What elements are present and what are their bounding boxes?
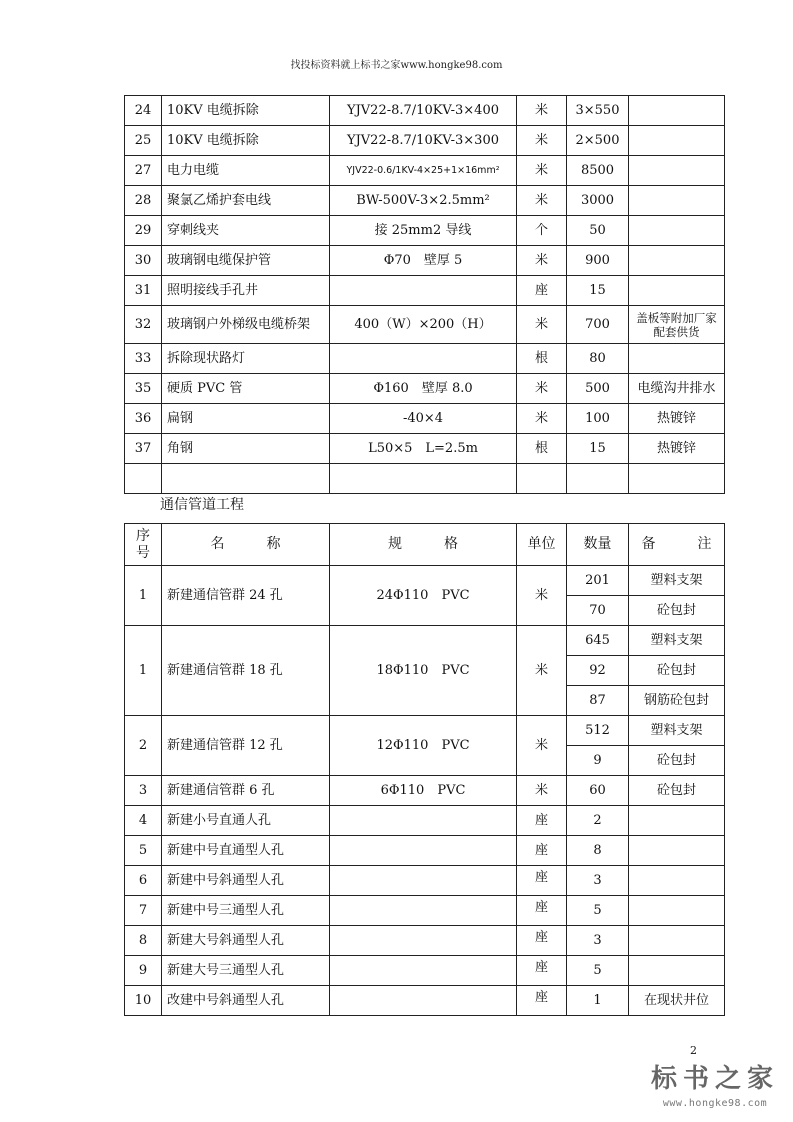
logo-text: 标书之家 xyxy=(650,1064,779,1094)
item-spec: YJV22-8.7/10KV-3×400 xyxy=(330,96,517,126)
item-name: 新建通信管群 12 孔 xyxy=(162,716,330,776)
row-number: 6 xyxy=(125,866,162,896)
table-row xyxy=(125,404,725,434)
item-name: 穿刺线夹 xyxy=(162,216,330,246)
item-note: 热镀锌 xyxy=(629,434,725,464)
item-quantity: 201 xyxy=(567,566,629,596)
empty-cell xyxy=(162,464,330,494)
item-note xyxy=(629,276,725,306)
item-quantity: 700 xyxy=(567,306,629,344)
table-row xyxy=(125,566,725,596)
item-quantity: 9 xyxy=(567,746,629,776)
item-unit: 米 xyxy=(517,186,567,216)
item-name: 10KV 电缆拆除 xyxy=(162,126,330,156)
empty-cell xyxy=(517,464,567,494)
item-unit: 米 xyxy=(517,96,567,126)
item-unit: 米 xyxy=(517,404,567,434)
item-note xyxy=(629,216,725,246)
item-note xyxy=(629,156,725,186)
item-unit: 米 xyxy=(517,626,567,716)
table-row xyxy=(125,986,725,1016)
item-quantity: 512 xyxy=(567,716,629,746)
item-unit: 根 xyxy=(517,434,567,464)
item-unit: 根 xyxy=(517,344,567,374)
item-spec xyxy=(330,344,517,374)
item-unit: 米 xyxy=(517,126,567,156)
item-quantity: 500 xyxy=(567,374,629,404)
item-spec: 400（W）×200（H） xyxy=(330,306,517,344)
item-quantity: 3000 xyxy=(567,186,629,216)
item-quantity: 60 xyxy=(567,776,629,806)
item-name: 电力电缆 xyxy=(162,156,330,186)
item-quantity: 5 xyxy=(567,956,629,986)
item-quantity: 5 xyxy=(567,896,629,926)
item-note: 砼包封 xyxy=(629,746,725,776)
item-spec: YJV22-0.6/1KV-4×25+1×16mm² xyxy=(330,156,517,186)
item-unit: 米 xyxy=(517,156,567,186)
row-number: 2 xyxy=(125,716,162,776)
empty-cell xyxy=(567,464,629,494)
item-note xyxy=(629,836,725,866)
item-unit: 座 xyxy=(517,806,567,836)
item-name: 改建中号斜通型人孔 xyxy=(162,986,330,1016)
item-note: 砼包封 xyxy=(629,776,725,806)
item-unit: 米 xyxy=(517,566,567,626)
row-number: 29 xyxy=(125,216,162,246)
item-name: 新建大号三通型人孔 xyxy=(162,956,330,986)
table-row xyxy=(125,374,725,404)
item-quantity: 92 xyxy=(567,656,629,686)
item-spec xyxy=(330,866,517,896)
item-spec xyxy=(330,926,517,956)
item-note: 砼包封 xyxy=(629,596,725,626)
item-unit: 个 xyxy=(517,216,567,246)
row-number: 1 xyxy=(125,626,162,716)
item-quantity: 3 xyxy=(567,866,629,896)
item-spec xyxy=(330,806,517,836)
item-name: 10KV 电缆拆除 xyxy=(162,96,330,126)
item-quantity: 80 xyxy=(567,344,629,374)
item-note: 塑料支架 xyxy=(629,626,725,656)
table-row xyxy=(125,866,725,896)
table-row xyxy=(125,344,725,374)
table-row xyxy=(125,626,725,656)
item-spec xyxy=(330,896,517,926)
header-spec: 规 格 xyxy=(330,524,517,566)
table2-body xyxy=(125,524,725,1016)
row-number: 30 xyxy=(125,246,162,276)
item-name: 新建通信管群 24 孔 xyxy=(162,566,330,626)
item-spec: 18Φ110 PVC xyxy=(330,626,517,716)
item-name: 拆除现状路灯 xyxy=(162,344,330,374)
item-spec: -40×4 xyxy=(330,404,517,434)
site-logo xyxy=(645,1062,785,1109)
item-note: 电缆沟井排水 xyxy=(629,374,725,404)
item-quantity: 645 xyxy=(567,626,629,656)
table-row xyxy=(125,956,725,986)
item-quantity: 1 xyxy=(567,986,629,1016)
item-spec: 接 25mm2 导线 xyxy=(330,216,517,246)
header-qty: 数量 xyxy=(567,524,629,566)
table-row xyxy=(125,716,725,746)
item-quantity: 50 xyxy=(567,216,629,246)
table-row xyxy=(125,896,725,926)
table-row xyxy=(125,836,725,866)
item-unit: 米 xyxy=(517,776,567,806)
row-number: 33 xyxy=(125,344,162,374)
item-name: 新建通信管群 18 孔 xyxy=(162,626,330,716)
row-number: 27 xyxy=(125,156,162,186)
table-row xyxy=(125,156,725,186)
electrical-materials-table xyxy=(124,95,725,494)
row-number: 9 xyxy=(125,956,162,986)
table-row xyxy=(125,434,725,464)
table-row xyxy=(125,126,725,156)
table-row xyxy=(125,776,725,806)
table-row xyxy=(125,306,725,344)
row-number: 3 xyxy=(125,776,162,806)
row-number: 25 xyxy=(125,126,162,156)
item-unit: 座 xyxy=(517,276,567,306)
item-name: 新建小号直通人孔 xyxy=(162,806,330,836)
header-no: 序号 xyxy=(125,524,162,566)
item-quantity: 2 xyxy=(567,806,629,836)
item-note: 盖板等附加厂家配套供货 xyxy=(629,306,725,344)
item-spec: 6Φ110 PVC xyxy=(330,776,517,806)
item-unit: 座 xyxy=(517,926,567,956)
item-quantity: 70 xyxy=(567,596,629,626)
item-name: 新建中号三通型人孔 xyxy=(162,896,330,926)
table-row xyxy=(125,926,725,956)
item-unit: 座 xyxy=(517,866,567,896)
item-spec: BW-500V-3×2.5mm² xyxy=(330,186,517,216)
item-note xyxy=(629,956,725,986)
table-row xyxy=(125,246,725,276)
item-unit: 座 xyxy=(517,836,567,866)
item-note: 塑料支架 xyxy=(629,566,725,596)
row-number: 1 xyxy=(125,566,162,626)
telecom-pipeline-table xyxy=(124,523,725,1016)
item-quantity: 87 xyxy=(567,686,629,716)
row-number: 7 xyxy=(125,896,162,926)
item-quantity: 15 xyxy=(567,276,629,306)
row-number: 5 xyxy=(125,836,162,866)
item-spec xyxy=(330,956,517,986)
item-quantity: 8 xyxy=(567,836,629,866)
item-quantity: 3 xyxy=(567,926,629,956)
row-number: 36 xyxy=(125,404,162,434)
item-note: 砼包封 xyxy=(629,656,725,686)
item-unit: 座 xyxy=(517,896,567,926)
item-unit: 米 xyxy=(517,246,567,276)
item-quantity: 900 xyxy=(567,246,629,276)
empty-row xyxy=(125,464,725,494)
item-note xyxy=(629,896,725,926)
page-header: 找投标资料就上标书之家www.hongke98.com xyxy=(290,60,503,71)
item-note: 在现状井位 xyxy=(629,986,725,1016)
table-row xyxy=(125,216,725,246)
row-number: 10 xyxy=(125,986,162,1016)
item-name: 新建中号直通型人孔 xyxy=(162,836,330,866)
item-quantity: 8500 xyxy=(567,156,629,186)
empty-cell xyxy=(330,464,517,494)
section-title: 通信管道工程 xyxy=(160,497,244,513)
item-spec: L50×5 L=2.5m xyxy=(330,434,517,464)
item-spec xyxy=(330,276,517,306)
item-note xyxy=(629,96,725,126)
item-name: 玻璃钢户外梯级电缆桥架 xyxy=(162,306,330,344)
item-spec: Φ160 壁厚 8.0 xyxy=(330,374,517,404)
table-row xyxy=(125,96,725,126)
item-note xyxy=(629,866,725,896)
item-name: 硬质 PVC 管 xyxy=(162,374,330,404)
item-name: 玻璃钢电缆保护管 xyxy=(162,246,330,276)
item-note xyxy=(629,126,725,156)
item-note xyxy=(629,344,725,374)
row-number: 8 xyxy=(125,926,162,956)
header-name: 名 称 xyxy=(162,524,330,566)
item-name: 聚氯乙烯护套电线 xyxy=(162,186,330,216)
item-unit: 米 xyxy=(517,716,567,776)
item-spec: 24Φ110 PVC xyxy=(330,566,517,626)
item-unit: 米 xyxy=(517,374,567,404)
table1-body xyxy=(125,96,725,494)
row-number: 4 xyxy=(125,806,162,836)
item-spec: 12Φ110 PVC xyxy=(330,716,517,776)
header-unit: 单位 xyxy=(517,524,567,566)
logo-url: www.hongke98.com xyxy=(662,1098,768,1109)
page-number: 2 xyxy=(690,1044,697,1057)
item-spec xyxy=(330,986,517,1016)
row-number: 35 xyxy=(125,374,162,404)
row-number: 28 xyxy=(125,186,162,216)
item-note xyxy=(629,246,725,276)
item-unit: 座 xyxy=(517,986,567,1016)
item-spec: YJV22-8.7/10KV-3×300 xyxy=(330,126,517,156)
item-name: 新建大号斜通型人孔 xyxy=(162,926,330,956)
header-note: 备 注 xyxy=(629,524,725,566)
item-note: 塑料支架 xyxy=(629,716,725,746)
table-row xyxy=(125,186,725,216)
item-quantity: 15 xyxy=(567,434,629,464)
item-spec xyxy=(330,836,517,866)
item-unit: 座 xyxy=(517,956,567,986)
item-spec: Φ70 壁厚 5 xyxy=(330,246,517,276)
item-name: 扁钢 xyxy=(162,404,330,434)
item-note xyxy=(629,926,725,956)
item-note xyxy=(629,186,725,216)
row-number: 37 xyxy=(125,434,162,464)
item-note: 钢筋砼包封 xyxy=(629,686,725,716)
empty-cell xyxy=(125,464,162,494)
row-number: 32 xyxy=(125,306,162,344)
item-quantity: 100 xyxy=(567,404,629,434)
empty-cell xyxy=(629,464,725,494)
item-note xyxy=(629,806,725,836)
item-name: 新建通信管群 6 孔 xyxy=(162,776,330,806)
item-name: 新建中号斜通型人孔 xyxy=(162,866,330,896)
item-name: 角钢 xyxy=(162,434,330,464)
item-note: 热镀锌 xyxy=(629,404,725,434)
item-quantity: 3×550 xyxy=(567,96,629,126)
row-number: 24 xyxy=(125,96,162,126)
row-number: 31 xyxy=(125,276,162,306)
item-quantity: 2×500 xyxy=(567,126,629,156)
table-row xyxy=(125,806,725,836)
table-header-row xyxy=(125,524,725,566)
item-unit: 米 xyxy=(517,306,567,344)
table-row xyxy=(125,276,725,306)
item-name: 照明接线手孔井 xyxy=(162,276,330,306)
